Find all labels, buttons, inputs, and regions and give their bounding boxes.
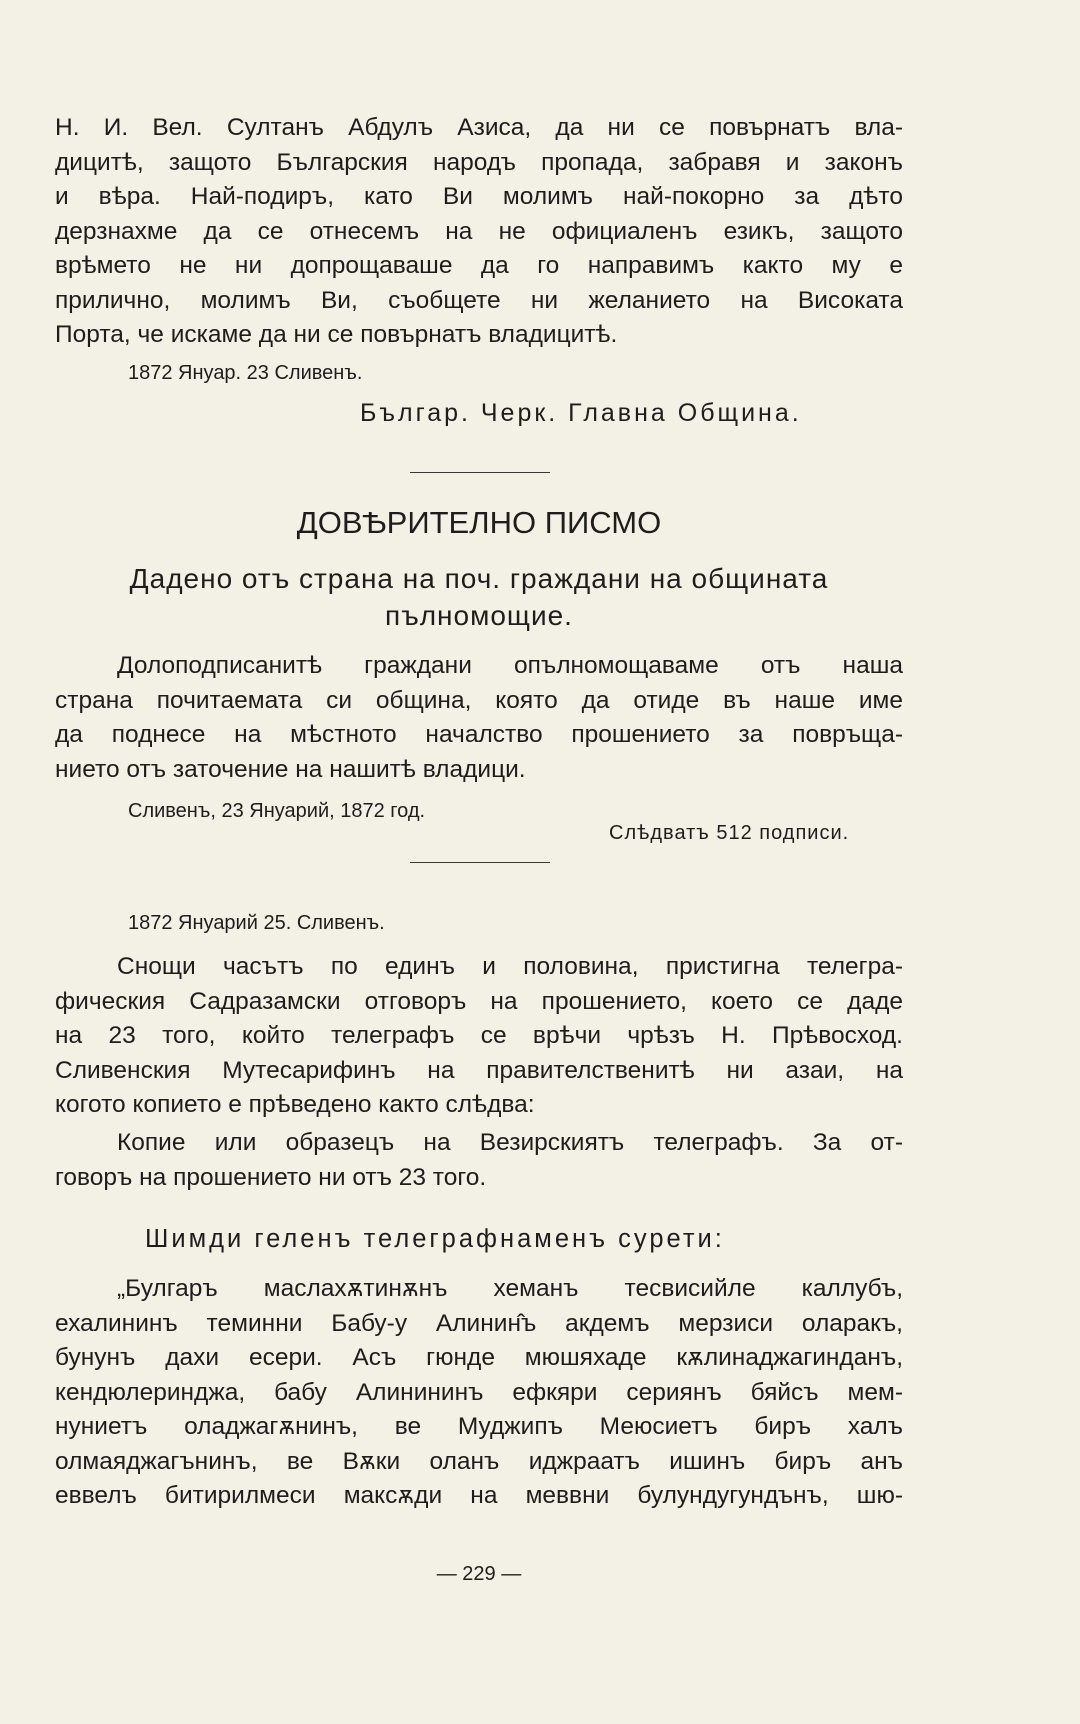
paragraph-2	[55, 649, 903, 787]
text-line: дицитѣ, защото Българския народъ пропада, забравя и законъ	[55, 148, 903, 176]
text-line: фическия Садразамски отговоръ на прошението, което се даде	[55, 987, 903, 1015]
signatures-note: Слѣдватъ 512 подписи.	[609, 822, 850, 844]
text-line: на 23 того, който телеграфъ се врѣчи чрѣзъ Н. Прѣвосход.	[55, 1022, 903, 1049]
document-subtitle-1: Дадено отъ страна на поч. граждани на общината	[129, 563, 829, 594]
paragraph-3	[55, 950, 903, 1123]
page-number: — 229 —	[436, 1563, 522, 1585]
text-line: еввелъ битирилмеси максѫди на меввни булундугундънъ, шю-	[55, 1482, 903, 1509]
document-title: ДОВѢРИТЕЛНО ПИСМО	[296, 505, 662, 540]
text-line: нуниетъ оладжагѫнинъ, ве Муджипъ Меюсиетъ биръ халъ	[55, 1413, 903, 1440]
date-line-3: 1872 Януарий 25. Сливенъ.	[128, 912, 385, 934]
text-line: страна почитаемата си община, която да отиде въ наше име	[55, 686, 903, 714]
text-line: ехалининъ теминни Бабу-у Алинин̂ъ акдемъ мерзиси оларакъ,	[55, 1309, 903, 1337]
text-line: нието отъ заточение на нашитѣ владици.	[55, 755, 526, 783]
text-line: прилично, молимъ Ви, съобщете ни желанието на Високата	[55, 286, 903, 314]
text-line: да поднесе на мѣстното началство прошението за повръща-	[55, 721, 903, 748]
paragraph-5	[55, 1272, 903, 1514]
separator-rule	[410, 862, 550, 863]
text-line: Снощи часътъ по единъ и половина, пристигна телегра-	[117, 953, 903, 980]
text-line: Порта, че искаме да ни се повърнатъ владицитѣ.	[55, 321, 618, 348]
text-line: Долоподписанитѣ граждани опълномощаваме отъ наша	[117, 652, 903, 679]
date-line-2: Сливенъ, 23 Януарий, 1872 год.	[128, 800, 426, 822]
date-line-1: 1872 Януар. 23 Сливенъ.	[128, 362, 363, 384]
paragraph-1	[55, 111, 903, 353]
text-line: Сливенския Мутесарифинъ на правителственитѣ ни азаи, на	[55, 1056, 903, 1084]
document-subtitle-2: пълномощие.	[385, 600, 573, 631]
text-line: кендюлеринджа, бабу Алинининъ ефкяри сериянъ бяйсъ мем-	[55, 1378, 903, 1406]
turkish-heading: Шимди геленъ телеграфнаменъ сурети:	[145, 1225, 725, 1253]
text-line: „Булгаръ маслахѫтинѫнъ хеманъ тесвисийле каллубъ,	[117, 1275, 903, 1302]
text-line: и вѣра. Най-подиръ, като Ви молимъ най-покорно за дѣто	[55, 183, 903, 210]
separator-rule	[410, 472, 550, 473]
text-line: дерзнахме да се отнесемъ на не официаленъ езикъ, защото	[55, 217, 903, 245]
text-line: Копие или образецъ на Везирскиятъ телеграфъ. За от-	[117, 1129, 903, 1156]
text-line: врѣмето не ни допрощаваше да го направимъ както му е	[55, 252, 903, 279]
text-line: бунунъ дахи есери. Асъ гюнде мюшяхаде кѫлинаджагинданъ,	[55, 1344, 903, 1371]
text-line: когото копието е прѣведено както слѣдва:	[55, 1091, 535, 1118]
text-line: Н. И. Вел. Султанъ Абдулъ Азиса, да ни се повърнатъ вла-	[55, 114, 903, 141]
text-line: олмаяджагънинъ, ве Вѫки оланъ иджраатъ ишинъ биръ анъ	[55, 1447, 903, 1475]
text-line: говоръ на прошението ни отъ 23 того.	[55, 1163, 487, 1191]
paragraph-4	[55, 1126, 903, 1195]
signature-1: Българ. Черк. Главна Община.	[360, 399, 802, 427]
